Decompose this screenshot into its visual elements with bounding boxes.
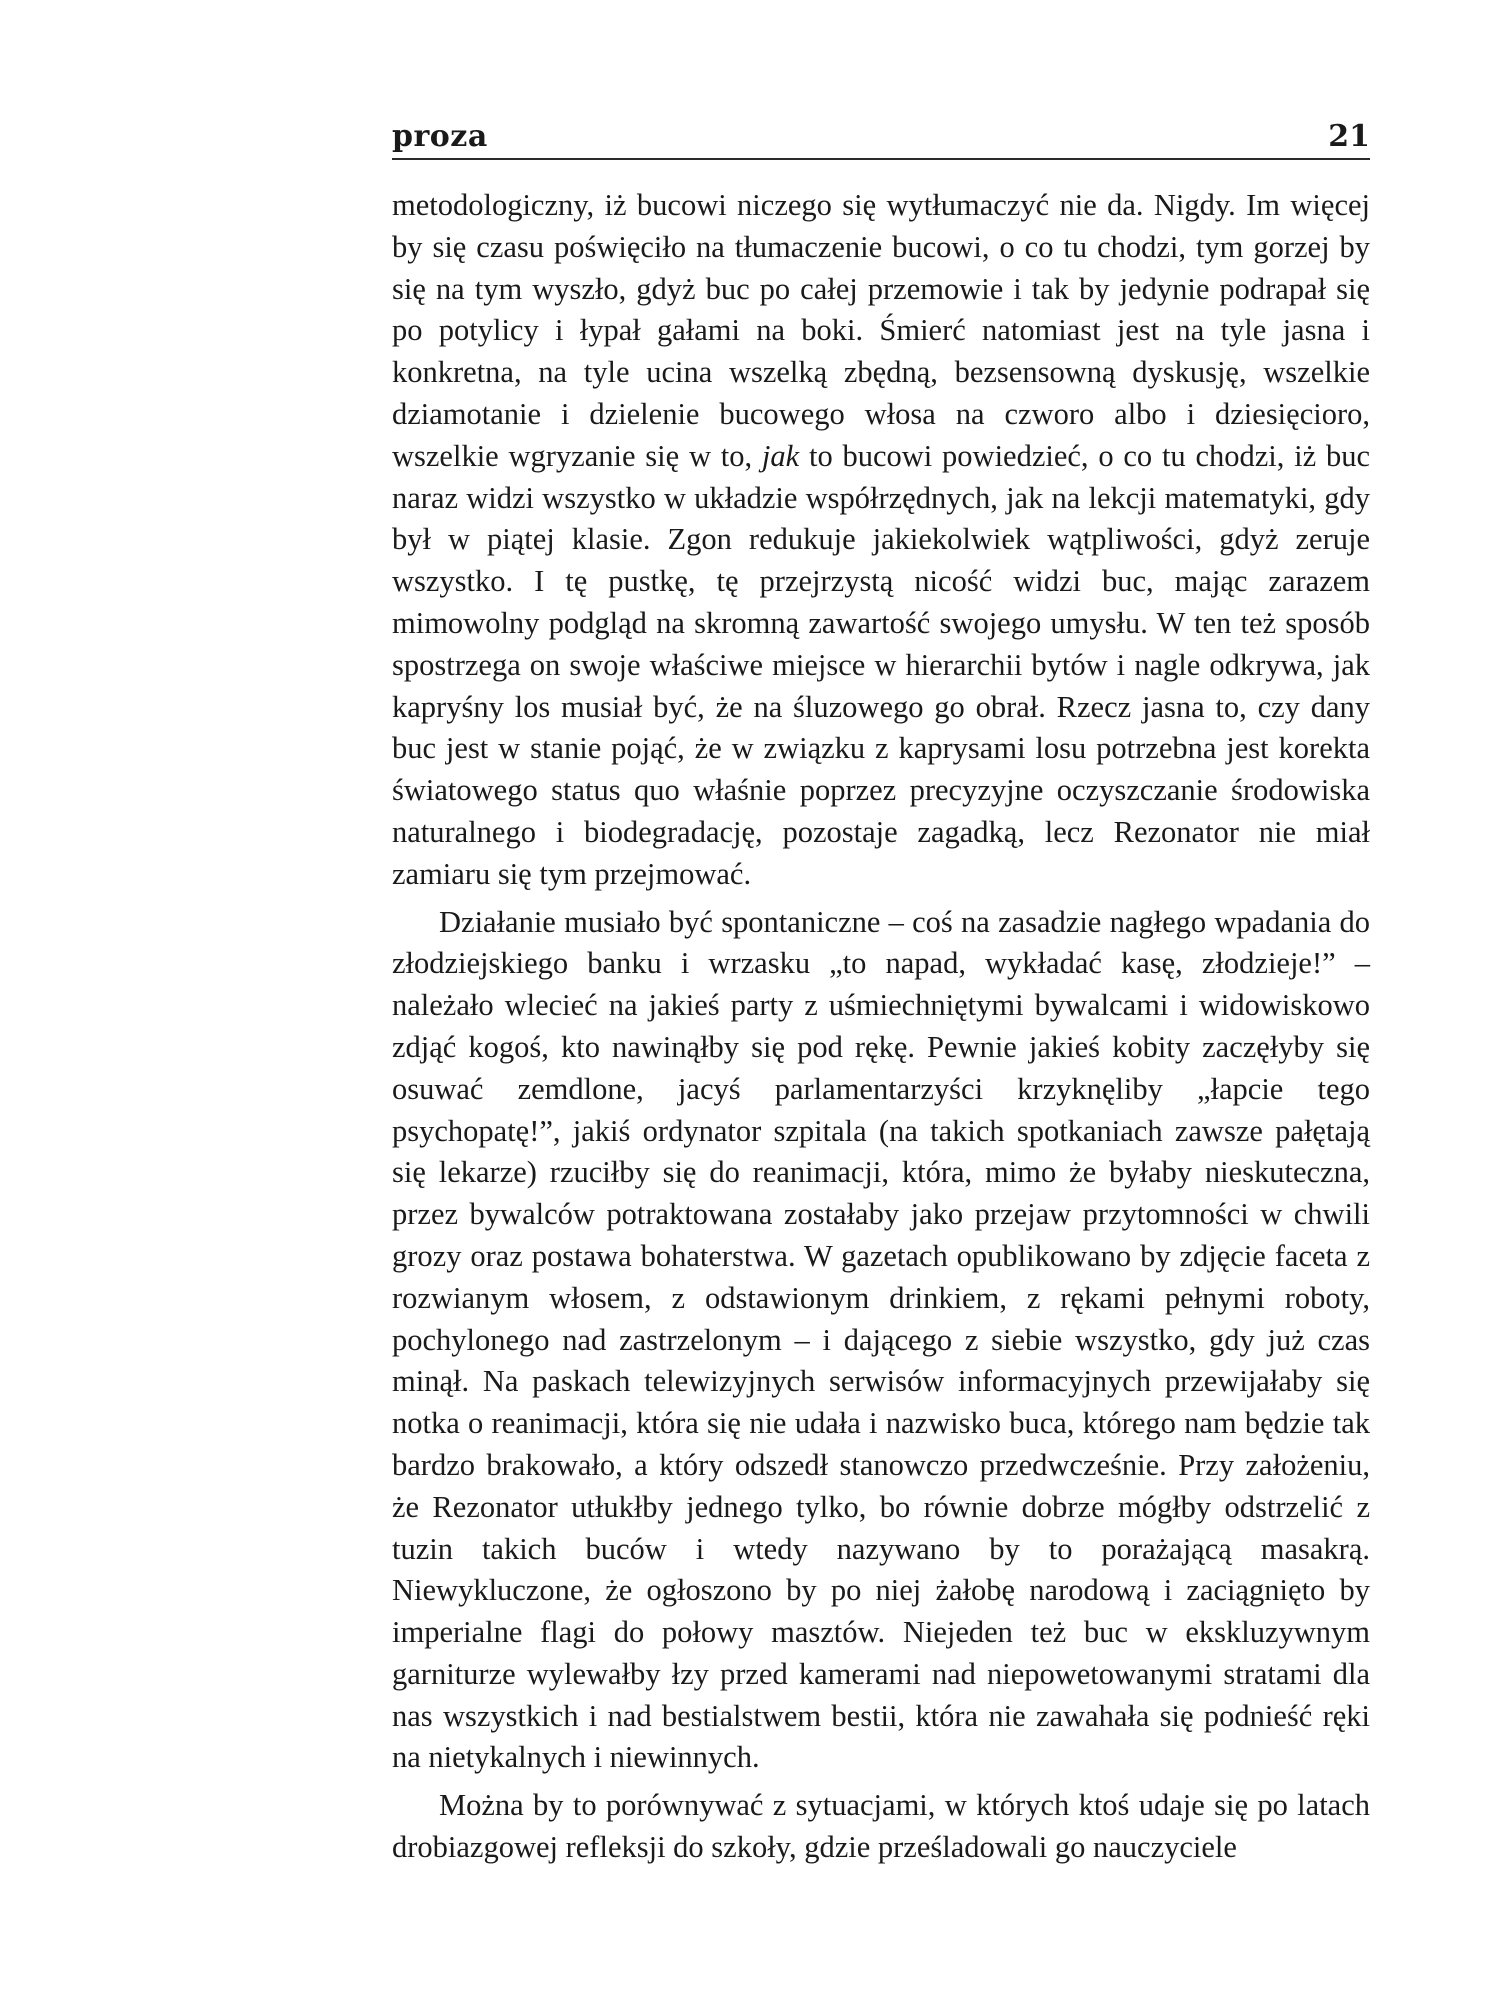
paragraph-3: Można by to porównywać z sytuacjami, w których ktoś udaje się po latach drobiazgowej refleksji do szkoły, gdzie prześladowali go nauczyciele <box>392 1788 1370 1865</box>
paragraph-1-text-start: metodologiczny, iż bucowi niczego się wytłumaczyć nie da. Nigdy. Im więcej by się czasu poświęciło na tłumaczenie bucowi, o co tu chodzi, tym gorzej by się na tym wyszło, gdyż buc po całej przemowie i tak by jedynie podrapał się po potylicy i łypał gałami na boki. Śmierć natomiast jest na tyle jasna i konkretna, na tyle ucina wszelką zbędną, bezsensowną dyskusję, wszelkie dziamotanie i dzielenie bucowego włosa na czworo albo i dziesięcioro, wszelkie wgryzanie się w to, <box>392 188 1370 473</box>
paragraph-2: Działanie musiało być spontaniczne – coś na zasadzie nagłego wpadania do złodziejskiego banku i wrzasku „to napad, wykładać kasę, złodzieje!” – należało wlecieć na jakieś party z uśmiechniętymi bywalcami i widowiskowo zdjąć kogoś, kto nawinąłby się pod rękę. Pewnie jakieś kobity zaczęłyby się osuwać zemdlone, jacyś parlamentarzyści krzyknęliby „łapcie tego psychopatę!”, jakiś ordynator szpitala (na takich spotkaniach zawsze pałętają się lekarze) rzuciłby się do reanimacji, która, mimo że byłaby nieskuteczna, przez bywalców potraktowana zostałaby jako przejaw przytomności w chwili grozy oraz postawa bohaterstwa. W gazetach opublikowano by zdjęcie faceta z rozwianym włosem, z odstawionym drinkiem, z rękami pełnymi roboty, pochylonego nad zastrzelonym – i dającego z siebie wszystko, gdy już czas minął. Na paskach telewizyjnych serwisów informacyjnych przewijałaby się notka o reanimacji, która się nie udała i nazwisko buca, którego nam będzie tak bardzo brakowało, a który odszedł stanowczo przedwcześnie. Przy założeniu, że Rezonator utłukłby jednego tylko, bo równie dobrze mógłby odstrzelić z tuzin takich buców i wtedy nazywano by to porażającą masakrą. Niewykluczone, że ogłoszono by po niej żałobę narodową i zaciągnięto by imperialne flagi do połowy masztów. Niejeden też buc w ekskluzywnym garniturze wylewałby łzy przed kamerami nad niepowetowanymi stratami dla nas wszystkich i nad bestialstwem bestii, która nie zawahała się podnieść ręki na nietykalnych i niewinnych. <box>392 904 1370 1775</box>
section-title: proza <box>392 119 488 154</box>
emphasis-word: jak <box>761 438 800 473</box>
paragraph-1-text-end: to bucowi powiedzieć, o co tu chodzi, iż buc naraz widzi wszystko w układzie współrzędnych, jak na lekcji matematyki, gdy był w piątej klasie. Zgon redukuje jakiekolwiek wątpliwości, gdyż zeruje wszystko. I tę pustkę, tę przejrzystą nicość widzi buc, mając zarazem mimowolny podgląd na skromną zawartość swojego umysłu. W ten też sposób spostrzega on swoje właściwe miejsce w hierarchii bytów i nagle odkrywa, jak kapryśny los musiał być, że na śluzowego go obrał. Rzecz jasna to, czy dany buc jest w stanie pojąć, że w związku z kaprysami losu potrzebna jest korekta światowego status quo właśnie poprzez precyzyjne oczyszczanie środowiska naturalnego i biodegradację, pozostaje zagadką, lecz Rezonator nie miał zamiaru się tym przejmować. <box>392 438 1371 891</box>
page-number: 21 <box>1328 119 1370 154</box>
body-text <box>392 185 1370 1875</box>
running-header <box>392 114 1370 160</box>
paragraph-1 <box>392 185 1370 896</box>
